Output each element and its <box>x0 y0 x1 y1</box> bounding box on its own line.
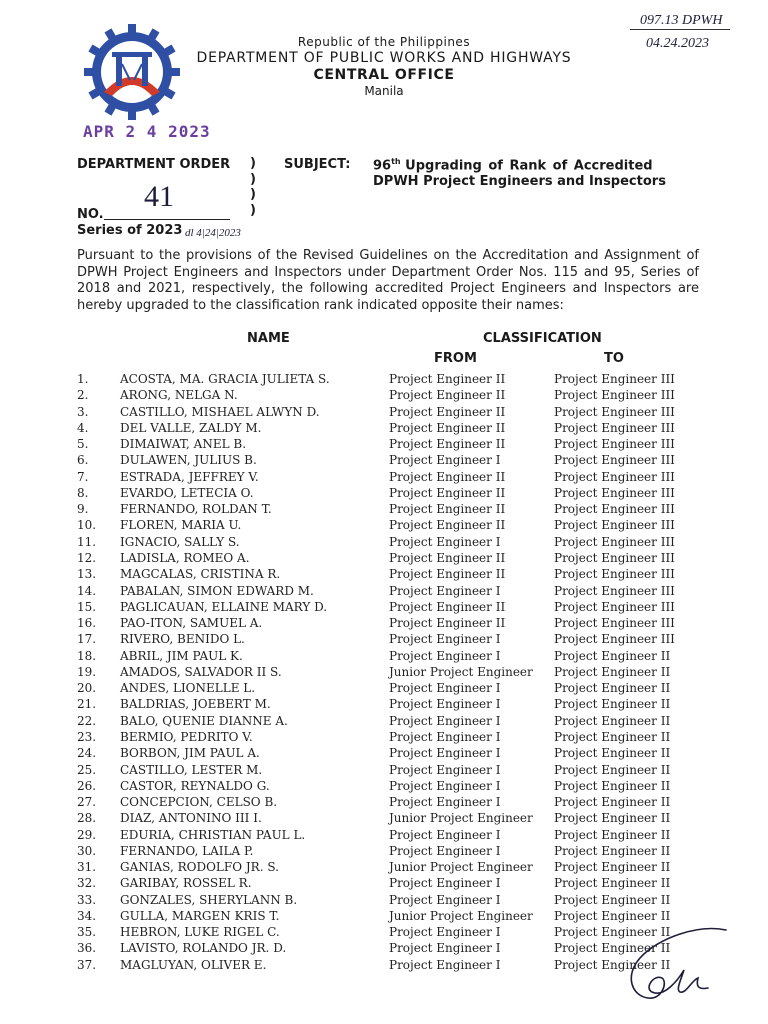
rank-from: Project Engineer I <box>389 843 501 858</box>
engineer-name: MAGCALAS, CRISTINA R. <box>120 567 281 582</box>
rank-from: Project Engineer I <box>389 583 501 598</box>
engineer-name: PAO-ITON, SAMUEL A. <box>120 616 263 630</box>
rank-from: Project Engineer I <box>389 827 501 842</box>
office-name: CENTRAL OFFICE <box>313 67 455 83</box>
row-number: 2. <box>77 388 89 403</box>
order-initials: dl 4|24|2023 <box>185 227 241 239</box>
handwritten-code: 097.13 DPWH <box>630 13 730 30</box>
row-number: 11. <box>77 534 97 549</box>
engineer-name: FERNANDO, LAILA P. <box>120 843 254 858</box>
row-number: 33. <box>77 892 97 907</box>
engineer-name: EDURIA, CHRISTIAN PAUL L. <box>120 827 306 842</box>
engineer-name: LAVISTO, ROLANDO JR. D. <box>120 941 287 956</box>
row-number: 29. <box>77 827 97 842</box>
rank-to: Project Engineer III <box>554 453 675 468</box>
republic-line: Republic of the Philippines <box>297 35 471 49</box>
row-number: 1. <box>77 372 89 386</box>
rank-from: Project Engineer II <box>389 404 506 419</box>
rank-to: Project Engineer II <box>554 811 671 826</box>
engineer-name: ABRIL, JIM PAUL K. <box>120 648 243 663</box>
engineer-name: DEL VALLE, ZALDY M. <box>120 420 262 435</box>
engineer-name: RIVERO, BENIDO L. <box>120 632 245 647</box>
row-number: 31. <box>77 860 97 875</box>
row-number: 17. <box>77 632 97 647</box>
row-number: 3. <box>77 404 89 419</box>
col-name-header: NAME <box>247 331 290 346</box>
rank-from: Project Engineer II <box>389 469 506 484</box>
rank-from: Project Engineer I <box>389 697 501 712</box>
row-number: 18. <box>77 648 97 663</box>
row-number: 21. <box>77 697 97 712</box>
rank-to: Project Engineer II <box>554 908 671 923</box>
engineer-name: GARIBAY, ROSSEL R. <box>120 876 252 891</box>
rank-from: Project Engineer I <box>389 925 501 940</box>
rank-from: Project Engineer II <box>389 388 506 403</box>
engineer-name: CASTILLO, MISHAEL ALWYN D. <box>120 404 320 419</box>
rank-from: Project Engineer I <box>389 632 501 647</box>
rank-to: Project Engineer III <box>554 502 675 517</box>
order-series: Series of 2023 <box>77 223 183 238</box>
rank-to: Project Engineer II <box>554 746 671 761</box>
rank-to: Project Engineer III <box>554 583 675 598</box>
rank-to: Project Engineer II <box>554 729 671 744</box>
engineer-name: AMADOS, SALVADOR II S. <box>120 664 282 679</box>
rank-to: Project Engineer III <box>554 388 675 403</box>
rank-from: Project Engineer II <box>389 502 506 517</box>
rank-to: Project Engineer II <box>554 827 671 842</box>
rank-to: Project Engineer II <box>554 892 671 907</box>
rank-from: Project Engineer II <box>389 485 506 500</box>
subject-label: SUBJECT: <box>284 157 351 172</box>
received-date-stamp: APR 2 4 2023 <box>83 122 211 141</box>
row-number: 12. <box>77 551 97 565</box>
engineer-name: CASTILLO, LESTER M. <box>120 762 263 777</box>
row-number: 19. <box>77 664 97 679</box>
engineer-name: PABALAN, SIMON EDWARD M. <box>120 583 314 598</box>
row-number: 23. <box>77 729 97 744</box>
signature-icon <box>618 918 738 1008</box>
rank-to: Project Engineer III <box>554 518 675 533</box>
col-classification-header: CLASSIFICATION <box>483 331 602 346</box>
rank-to: Project Engineer III <box>554 485 675 500</box>
row-number: 6. <box>77 453 89 468</box>
rank-to: Project Engineer II <box>554 941 671 956</box>
rank-to: Project Engineer III <box>554 567 675 582</box>
engineer-name: ANDES, LIONELLE L. <box>120 681 256 696</box>
rank-to: Project Engineer III <box>554 616 675 630</box>
rank-to: Project Engineer II <box>554 681 671 696</box>
rank-from: Project Engineer I <box>389 453 501 468</box>
rank-from: Project Engineer I <box>389 762 501 777</box>
order-number: 41 <box>144 180 174 213</box>
rank-to: Project Engineer II <box>554 778 671 793</box>
rank-from: Project Engineer II <box>389 567 506 582</box>
rank-from: Project Engineer II <box>389 616 506 630</box>
rank-to: Project Engineer III <box>554 437 675 452</box>
engineer-name: ARONG, NELGA N. <box>120 388 238 403</box>
subject-ordinal: 96 <box>373 158 392 174</box>
rank-from: Project Engineer I <box>389 681 501 696</box>
row-number: 20. <box>77 681 97 696</box>
subject-ordinal-suffix: th <box>391 157 401 166</box>
engineer-name: CONCEPCION, CELSO B. <box>120 795 278 809</box>
rank-from: Project Engineer I <box>389 713 501 728</box>
handwritten-date: 04.24.2023 <box>646 36 709 51</box>
rank-from: Project Engineer II <box>389 420 506 435</box>
rank-from: Project Engineer I <box>389 892 501 907</box>
engineer-name: ESTRADA, JEFFREY V. <box>120 469 259 484</box>
rank-to: Project Engineer II <box>554 664 671 679</box>
engineer-name: EVARDO, LETECIA O. <box>120 485 254 500</box>
rank-to: Project Engineer III <box>554 469 675 484</box>
rank-from: Junior Project Engineer <box>389 664 533 679</box>
rank-from: Project Engineer II <box>389 599 506 614</box>
row-number: 28. <box>77 811 97 826</box>
col-to-header: TO <box>604 351 624 366</box>
row-number: 34. <box>77 908 97 923</box>
col-from-header: FROM <box>434 351 477 366</box>
rank-from: Project Engineer II <box>389 518 506 533</box>
rank-to: Project Engineer III <box>554 599 675 614</box>
department-name: DEPARTMENT OF PUBLIC WORKS AND HIGHWAYS <box>196 50 572 66</box>
engineer-name: LADISLA, ROMEO A. <box>120 551 250 565</box>
rank-to: Project Engineer II <box>554 648 671 663</box>
engineer-name: IGNACIO, SALLY S. <box>120 534 240 549</box>
engineer-name: CASTOR, REYNALDO G. <box>120 778 270 793</box>
rank-to: Project Engineer II <box>554 762 671 777</box>
engineer-name: MAGLUYAN, OLIVER E. <box>120 957 267 972</box>
rank-to: Project Engineer II <box>554 795 671 809</box>
engineer-name: HEBRON, LUKE RIGEL C. <box>120 925 280 940</box>
row-number: 37. <box>77 957 97 972</box>
rank-from: Project Engineer I <box>389 957 501 972</box>
rank-from: Project Engineer II <box>389 372 506 386</box>
engineer-name: FLOREN, MARIA U. <box>120 518 242 533</box>
engineer-name: BALDRIAS, JOEBERT M. <box>120 697 271 712</box>
engineer-name: DULAWEN, JULIUS B. <box>120 453 257 468</box>
row-number: 13. <box>77 567 97 582</box>
row-number: 36. <box>77 941 97 956</box>
rank-to: Project Engineer III <box>554 404 675 419</box>
intro-paragraph: Pursuant to the provisions of the Revised Guidelines on the Accreditation and Assignment of DPWH Project Engineers and Inspectors under Department Order Nos. 115 and 95, Series of 2018 and 2021, respectively, the following accredited Project Engineers and Inspectors are hereby upgraded to the classification rank indicated opposite their names: <box>77 248 699 313</box>
rank-to: Project Engineer II <box>554 713 671 728</box>
subject-line-1-text: Upgrading of Rank of Accredited <box>405 158 653 174</box>
rank-from: Project Engineer I <box>389 648 501 663</box>
engineer-name: GANIAS, RODOLFO JR. S. <box>120 860 279 875</box>
rank-to: Project Engineer II <box>554 860 671 875</box>
engineer-name: BORBON, JIM PAUL A. <box>120 746 260 761</box>
rank-to: Project Engineer III <box>554 632 675 647</box>
row-number: 15. <box>77 599 97 614</box>
rank-from: Junior Project Engineer <box>389 811 533 826</box>
rank-to: Project Engineer II <box>554 876 671 891</box>
rank-to: Project Engineer II <box>554 925 671 940</box>
rank-from: Project Engineer I <box>389 795 501 809</box>
engineer-name: GULLA, MARGEN KRIS T. <box>120 908 280 923</box>
row-number: 22. <box>77 713 97 728</box>
engineer-name: DIAZ, ANTONINO III I. <box>120 811 262 826</box>
row-number: 26. <box>77 778 97 793</box>
row-number: 16. <box>77 616 97 630</box>
engineer-name: ACOSTA, MA. GRACIA JULIETA S. <box>120 372 330 386</box>
rank-to: Project Engineer III <box>554 534 675 549</box>
order-no-label: NO. <box>77 207 104 222</box>
row-number: 4. <box>77 420 89 435</box>
rank-from: Project Engineer II <box>389 437 506 452</box>
engineer-name: DIMAIWAT, ANEL B. <box>120 437 247 452</box>
rank-from: Project Engineer I <box>389 941 501 956</box>
row-number: 8. <box>77 485 89 500</box>
row-number: 25. <box>77 762 97 777</box>
engineer-name: GONZALES, SHERYLANN B. <box>120 892 298 907</box>
rank-to: Project Engineer III <box>554 420 675 435</box>
rank-to: Project Engineer III <box>554 551 675 565</box>
city-name: Manila <box>364 84 404 98</box>
row-number: 32. <box>77 876 97 891</box>
row-number: 27. <box>77 795 97 809</box>
rank-to: Project Engineer III <box>554 372 675 386</box>
row-number: 14. <box>77 583 97 598</box>
rank-to: Project Engineer II <box>554 957 671 972</box>
engineer-name: FERNANDO, ROLDAN T. <box>120 502 272 517</box>
rank-from: Project Engineer I <box>389 778 501 793</box>
subject-line-2: DPWH Project Engineers and Inspectors <box>373 174 666 189</box>
rank-from: Project Engineer I <box>389 876 501 891</box>
rank-to: Project Engineer II <box>554 843 671 858</box>
row-number: 10. <box>77 518 97 533</box>
rank-from: Project Engineer I <box>389 729 501 744</box>
rank-from: Project Engineer I <box>389 534 501 549</box>
row-number: 5. <box>77 437 89 452</box>
row-number: 7. <box>77 469 89 484</box>
row-number: 30. <box>77 843 97 858</box>
rank-from: Junior Project Engineer <box>389 908 533 923</box>
row-number: 9. <box>77 502 89 517</box>
rank-from: Junior Project Engineer <box>389 860 533 875</box>
rank-from: Project Engineer I <box>389 746 501 761</box>
order-brackets: ) ) ) ) <box>250 156 256 218</box>
row-number: 24. <box>77 746 97 761</box>
order-label: DEPARTMENT ORDER <box>77 157 231 172</box>
rank-to: Project Engineer II <box>554 697 671 712</box>
row-number: 35. <box>77 925 97 940</box>
engineer-name: BERMIO, PEDRITO V. <box>120 729 253 744</box>
engineer-name: BALO, QUENIE DIANNE A. <box>120 713 288 728</box>
engineer-name: PAGLICAUAN, ELLAINE MARY D. <box>120 599 328 614</box>
rank-from: Project Engineer II <box>389 551 506 565</box>
